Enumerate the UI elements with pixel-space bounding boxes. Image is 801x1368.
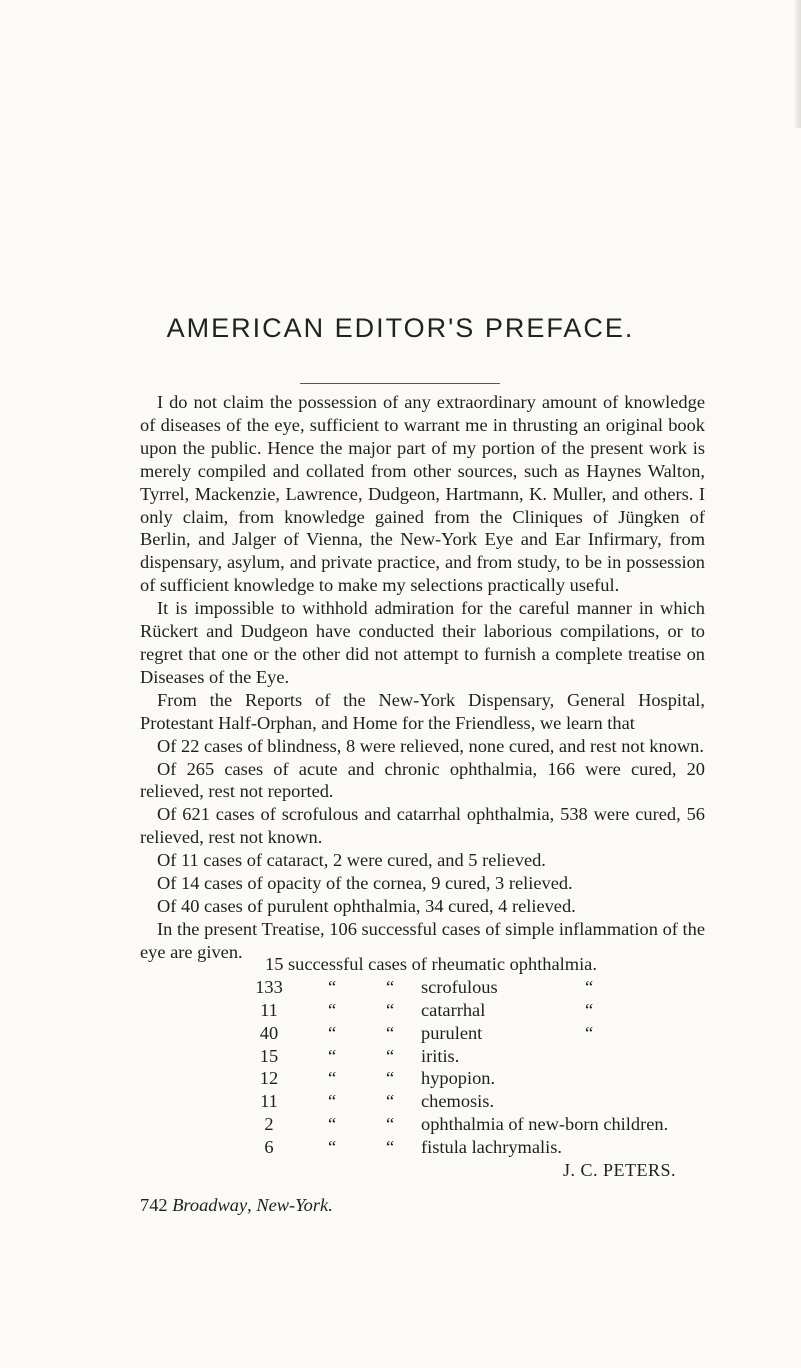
address-street: Broadway <box>172 1195 248 1215</box>
paragraph-6-text: Of 621 cases of scrofulous and catarrhal ophthalmia, 538 were cured, 56 relieved, rest not known. <box>140 804 705 848</box>
case-count: 15 <box>259 1045 279 1066</box>
statistics-row <box>0 976 801 999</box>
case-description: hypopion. <box>421 1068 496 1089</box>
case-description: ophthalmia of new-born children. <box>421 1114 669 1135</box>
ditto-mark: “ <box>386 999 395 1020</box>
case-count: 12 <box>259 1068 279 1089</box>
case-description: fistula lachrymalis. <box>421 1137 562 1158</box>
document-title: AMERICAN EDITOR'S PREFACE. <box>166 313 635 343</box>
address-city: New-York. <box>256 1195 333 1215</box>
ditto-mark: “ <box>386 1045 395 1066</box>
case-count: 6 <box>264 1137 274 1158</box>
statistics-row <box>0 1113 801 1136</box>
case-description: scrofulous <box>421 976 498 997</box>
ditto-mark: “ <box>386 976 395 997</box>
statistics-intro: 15 successful cases of rheumatic ophthalmia. <box>265 954 597 974</box>
paragraph-1-text: I do not claim the possession of any extraordinary amount of knowledge of diseases of the eye, sufficient to warrant me in thrusting an original book upon the public. Hence the major part of my portion of the present work is merely compiled and collated from other sources, such as Haynes Walton, Tyrrel, Mackenzie, Lawrence, Dudgeon, Hartmann, K. Muller, and others. I only claim, from knowledge gained from the Cliniques of Jüngken of Berlin, and Jalger of Vienna, the New-York Eye and Ear Infirmary, from dispensary, asylum, and private practice, and from study, to be in possession of sufficient knowledge to make my selections practically useful. <box>140 392 705 596</box>
ditto-mark: “ <box>386 1137 395 1158</box>
paragraph-2 <box>140 597 705 689</box>
ditto-mark: “ <box>585 976 594 997</box>
paragraph-5 <box>140 758 705 804</box>
author-signature: J. C. PETERS. <box>563 1160 677 1180</box>
case-count: 133 <box>255 976 283 997</box>
ditto-mark: “ <box>386 1068 395 1089</box>
paragraph-9-text: Of 40 cases of purulent ophthalmia, 34 cured, 4 relieved. <box>157 895 576 916</box>
title-divider <box>300 383 500 384</box>
statistics-row <box>0 1067 801 1090</box>
paragraph-8-text: Of 14 cases of opacity of the cornea, 9 cured, 3 relieved. <box>157 873 573 894</box>
case-statistics <box>0 953 801 1159</box>
paragraph-4-text: Of 22 cases of blindness, 8 were relieved, none cured, and rest not known. <box>157 735 704 756</box>
case-count: 2 <box>264 1114 274 1135</box>
paragraph-1 <box>140 391 705 597</box>
address-number: 742 <box>140 1195 168 1215</box>
ditto-mark: “ <box>328 1114 337 1135</box>
paragraph-5-text: Of 265 cases of acute and chronic ophthalmia, 166 were cured, 20 relieved, rest not reported. <box>140 758 705 802</box>
paragraph-3-text: From the Reports of the New-York Dispensary, General Hospital, Protestant Half-Orphan, and Home for the Friendless, we learn that <box>140 689 705 733</box>
page-edge-shadow <box>795 0 801 128</box>
address-line: 742 Broadway, New-York. <box>140 1195 333 1215</box>
ditto-mark: “ <box>328 1137 337 1158</box>
paragraph-9 <box>140 895 705 918</box>
statistics-row <box>0 999 801 1022</box>
ditto-mark: “ <box>386 1114 395 1135</box>
ditto-mark: “ <box>328 976 337 997</box>
case-count: 11 <box>260 999 278 1020</box>
paragraph-7 <box>140 849 705 872</box>
case-description: iritis. <box>421 1045 460 1066</box>
statistics-intro-row <box>0 953 801 976</box>
ditto-mark: “ <box>328 1091 337 1112</box>
case-description: chemosis. <box>421 1091 495 1112</box>
ditto-mark: “ <box>328 999 337 1020</box>
ditto-mark: “ <box>328 1045 337 1066</box>
ditto-mark: “ <box>328 1068 337 1089</box>
case-description: purulent <box>421 1022 483 1043</box>
paragraph-4 <box>140 735 705 758</box>
statistics-row <box>0 1022 801 1045</box>
paragraph-2-text: It is impossible to withhold admiration for the careful manner in which Rückert and Dudgeon have conducted their laborious compilations, or to regret that one or the other did not attempt to furnish a complete treatise on Diseases of the Eye. <box>140 598 705 687</box>
ditto-mark: “ <box>386 1091 395 1112</box>
case-count: 40 <box>259 1022 279 1043</box>
case-description: catarrhal <box>421 999 486 1020</box>
case-count: 11 <box>260 1091 278 1112</box>
paragraph-7-text: Of 11 cases of cataract, 2 were cured, and 5 relieved. <box>157 850 546 871</box>
statistics-row <box>0 1090 801 1113</box>
preface-body <box>140 391 705 964</box>
ditto-mark: “ <box>585 999 594 1020</box>
ditto-mark: “ <box>328 1022 337 1043</box>
paragraph-10-text: In the present Treatise, 106 successful cases of simple inflammation of the eye are given. <box>140 918 705 962</box>
paragraph-3 <box>140 689 705 735</box>
paragraph-6 <box>140 803 705 849</box>
statistics-row <box>0 1045 801 1068</box>
ditto-mark: “ <box>585 1022 594 1043</box>
paragraph-8 <box>140 872 705 895</box>
statistics-row <box>0 1136 801 1159</box>
ditto-mark: “ <box>386 1022 395 1043</box>
